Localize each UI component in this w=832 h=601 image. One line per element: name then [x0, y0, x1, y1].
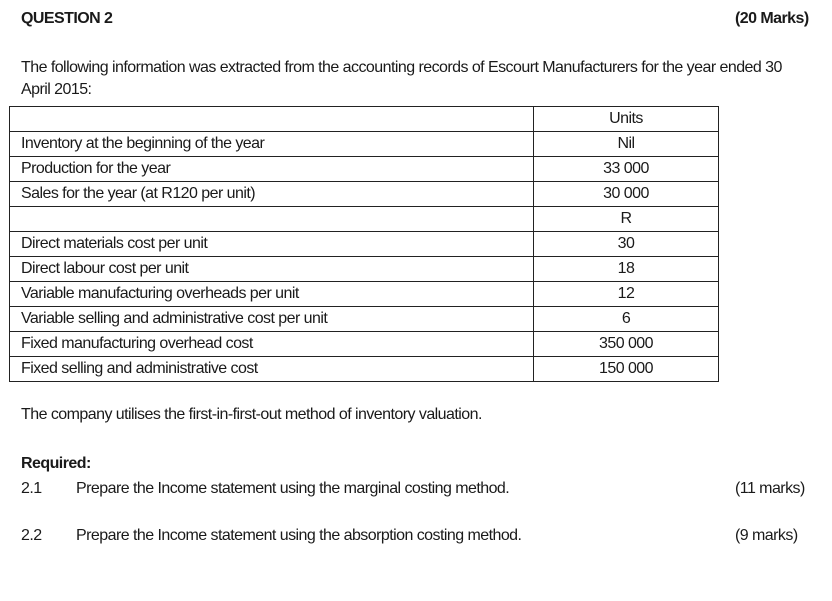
row-label: Sales for the year (at R120 per unit) — [10, 182, 534, 207]
table-row — [10, 107, 719, 132]
table-row — [10, 357, 719, 382]
table-row — [10, 207, 719, 232]
row-value: Units — [534, 107, 719, 132]
row-label: Direct materials cost per unit — [10, 232, 534, 257]
table-row — [10, 257, 719, 282]
row-value: R — [534, 207, 719, 232]
total-marks: (20 Marks) — [735, 10, 809, 27]
intro-line-1: The following information was extracted from the accounting records of Escourt Manufacturers for the year ended 30 — [21, 59, 782, 76]
required-marks-2-1: (11 marks) — [735, 480, 805, 497]
required-text-2-2: Prepare the Income statement using the absorption costing method. — [76, 527, 522, 544]
row-label — [10, 207, 534, 232]
table-row — [10, 182, 719, 207]
table-row — [10, 307, 719, 332]
row-label: Direct labour cost per unit — [10, 257, 534, 282]
question-title: QUESTION 2 — [21, 10, 113, 27]
row-value: 12 — [534, 282, 719, 307]
row-value: 30 — [534, 232, 719, 257]
row-label: Inventory at the beginning of the year — [10, 132, 534, 157]
required-number-2-1: 2.1 — [21, 480, 42, 497]
row-value: 33 000 — [534, 157, 719, 182]
row-label: Fixed selling and administrative cost — [10, 357, 534, 382]
row-value: 18 — [534, 257, 719, 282]
table-row — [10, 157, 719, 182]
fifo-note: The company utilises the first-in-first-out method of inventory valuation. — [21, 406, 482, 423]
intro-line-2: April 2015: — [21, 81, 92, 98]
required-text-2-1: Prepare the Income statement using the marginal costing method. — [76, 480, 510, 497]
row-value: 6 — [534, 307, 719, 332]
row-value: 150 000 — [534, 357, 719, 382]
table-row — [10, 232, 719, 257]
table-row — [10, 332, 719, 357]
row-value: Nil — [534, 132, 719, 157]
row-label: Fixed manufacturing overhead cost — [10, 332, 534, 357]
table-row — [10, 282, 719, 307]
data-table — [9, 106, 719, 382]
required-marks-2-2: (9 marks) — [735, 527, 798, 544]
table-row — [10, 132, 719, 157]
row-label: Production for the year — [10, 157, 534, 182]
row-label: Variable manufacturing overheads per unit — [10, 282, 534, 307]
row-label — [10, 107, 534, 132]
row-label: Variable selling and administrative cost per unit — [10, 307, 534, 332]
row-value: 30 000 — [534, 182, 719, 207]
required-number-2-2: 2.2 — [21, 527, 42, 544]
row-value: 350 000 — [534, 332, 719, 357]
required-heading: Required: — [21, 455, 91, 472]
